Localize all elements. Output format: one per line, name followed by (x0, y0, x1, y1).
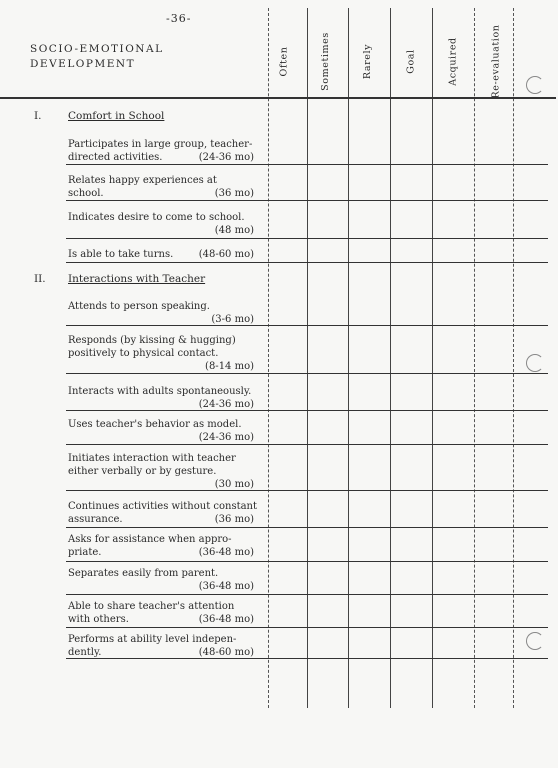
section-title: Comfort in School (68, 110, 165, 122)
list-item: Attends to person speaking. (3-6 mo) (68, 301, 254, 325)
row-rule (66, 262, 548, 263)
row-rule (66, 658, 548, 659)
page-number: -36- (166, 12, 192, 25)
grid-line-v (268, 8, 269, 708)
list-item: Is able to take turns. (48-60 mo) (68, 249, 254, 260)
column-header-goal: Goal (405, 48, 417, 74)
row-rule (66, 238, 548, 239)
binder-hole-icon (526, 76, 544, 94)
column-header-rarely: Rarely (362, 43, 374, 79)
list-item: Performs at ability level indepen- dently. (48-60 mo) (68, 634, 254, 658)
row-rule (66, 325, 548, 326)
header-rule (0, 97, 556, 99)
row-rule (66, 627, 548, 628)
row-rule (66, 200, 548, 201)
grid-line-v (513, 8, 514, 708)
grid-line-v (390, 8, 391, 708)
list-item: Participates in large group, teacher- directed activities. (24-36 mo) (68, 139, 254, 163)
binder-hole-icon (526, 354, 544, 372)
row-rule (66, 444, 548, 445)
column-header-sometimes: Sometimes (319, 31, 331, 91)
title-line-1: SOCIO-EMOTIONAL (30, 43, 164, 55)
grid-line-v (432, 8, 433, 708)
section-title: Interactions with Teacher (68, 273, 206, 285)
list-item: Separates easily from parent. (36-48 mo) (68, 568, 254, 592)
list-item: Initiates interaction with teacher either verbally or by gesture. (30 mo) (68, 453, 254, 490)
list-item: Uses teacher's behavior as model. (24-36 mo) (68, 419, 254, 443)
title-line-2: DEVELOPMENT (30, 58, 136, 70)
column-header-acquired: Acquired (447, 36, 459, 86)
row-rule (66, 164, 548, 165)
section-numeral: I. (34, 110, 42, 122)
column-header-re-evaluation: Re-evaluation (490, 24, 502, 98)
list-item: Continues activities without constant assurance. (36 mo) (68, 501, 258, 525)
row-rule (66, 373, 548, 374)
grid-line-v (348, 8, 349, 708)
page-title (30, 42, 164, 72)
list-item: Indicates desire to come to school. (48 mo) (68, 212, 254, 236)
binder-hole-icon (526, 632, 544, 650)
grid-line-v (474, 8, 475, 708)
grid-line-v (307, 8, 308, 708)
section-numeral: II. (34, 273, 46, 285)
list-item: Asks for assistance when appro- priate. (36-48 mo) (68, 534, 254, 558)
list-item: Responds (by kissing & hugging) positively to physical contact. (8-14 mo) (68, 335, 254, 372)
list-item: Interacts with adults spontaneously. (24-36 mo) (68, 386, 254, 410)
row-rule (66, 594, 548, 595)
list-item: Relates happy experiences at school. (36 mo) (68, 175, 254, 199)
row-rule (66, 561, 548, 562)
list-item: Able to share teacher's attention with others. (36-48 mo) (68, 601, 254, 625)
column-header-often: Often (278, 46, 290, 76)
row-rule (66, 410, 548, 411)
row-rule (66, 527, 548, 528)
row-rule (66, 490, 548, 491)
